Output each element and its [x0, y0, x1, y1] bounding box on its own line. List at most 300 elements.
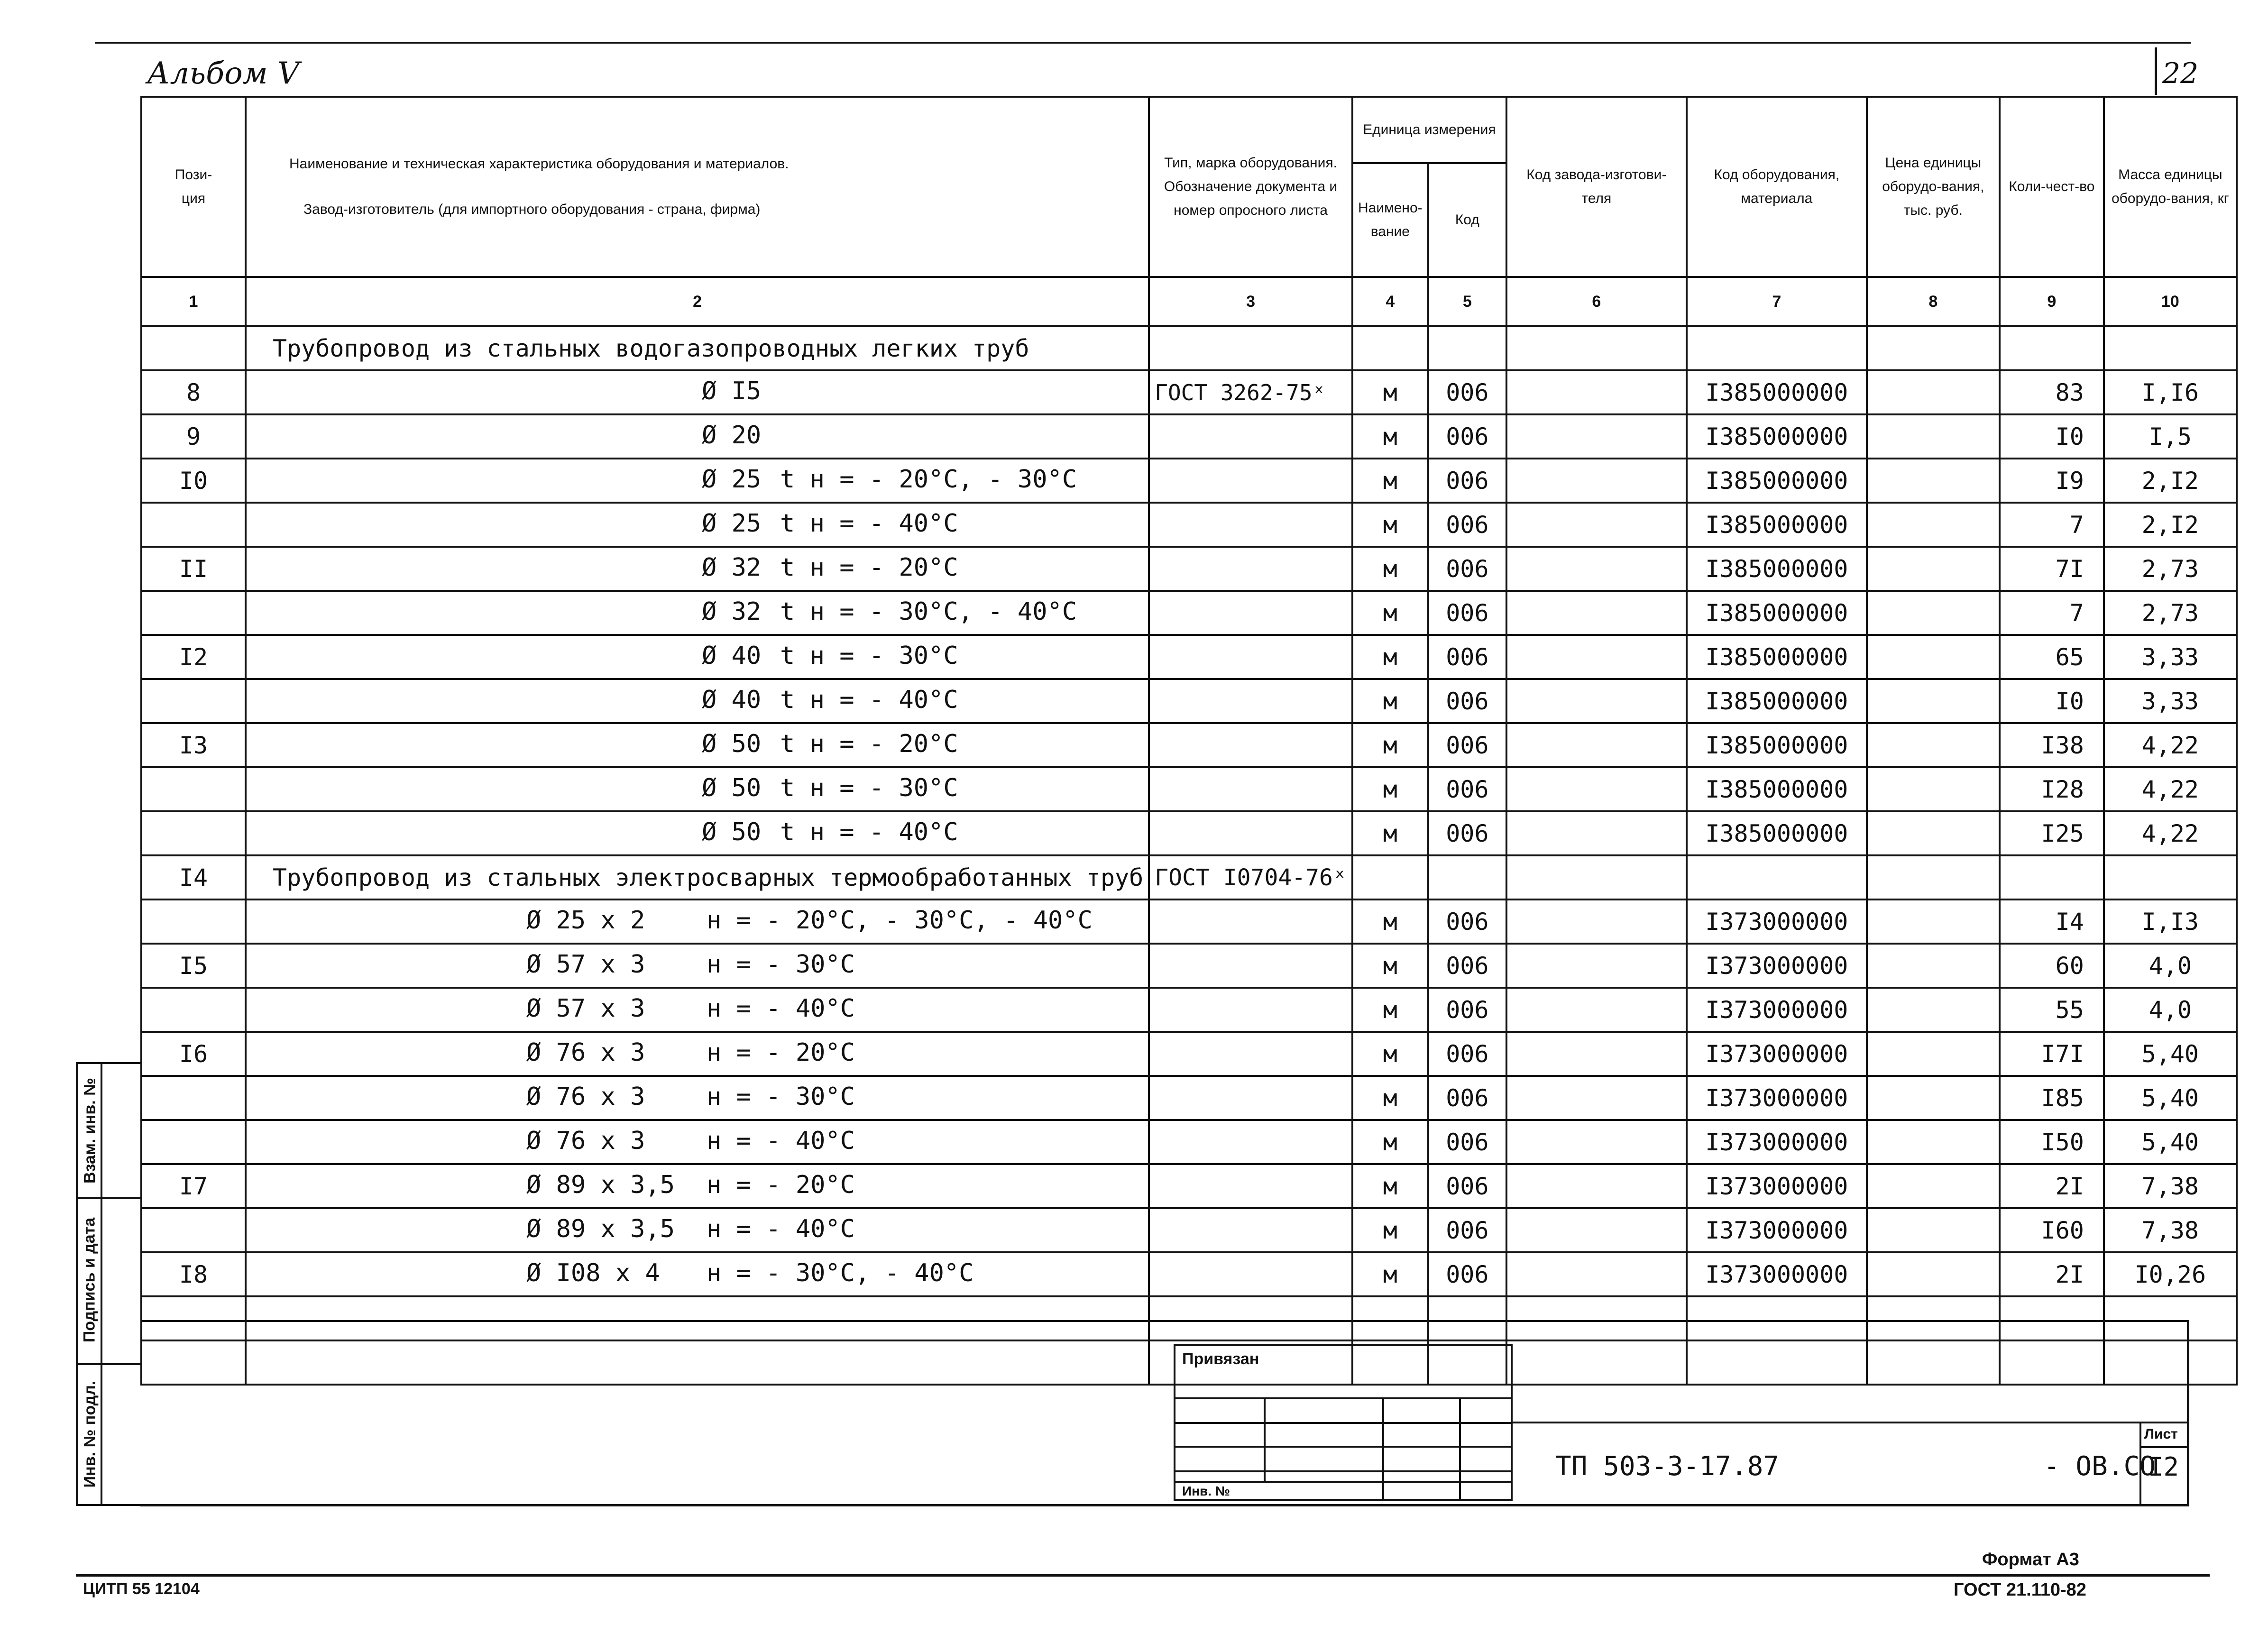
empty-cell	[2000, 326, 2104, 370]
factory-code-cell	[1506, 1032, 1687, 1076]
description-cell	[246, 767, 1149, 811]
position-cell: I6	[141, 1032, 246, 1076]
factory-code-cell	[1506, 1076, 1687, 1120]
temperature-text: н = - 20°C, - 30°C, - 40°C	[707, 906, 1093, 935]
position-cell	[141, 503, 246, 547]
temperature-text: t н = - 20°C	[780, 730, 958, 758]
colnum: 6	[1506, 277, 1687, 326]
unit-cell: м	[1352, 988, 1428, 1032]
diameter-text: Ø 76 x 3	[526, 1083, 645, 1111]
footer-left: ЦИТП 55 12104	[83, 1580, 200, 1598]
description-cell	[246, 944, 1149, 988]
temperature-text: н = - 40°C	[707, 1127, 855, 1155]
table-row	[141, 1076, 2237, 1120]
price-cell	[1867, 503, 2000, 547]
doc-cell	[1149, 635, 1352, 679]
unit-code-cell: 006	[1428, 547, 1506, 591]
description-cell	[246, 988, 1149, 1032]
doc-cell	[1149, 547, 1352, 591]
price-cell	[1867, 1164, 2000, 1208]
empty-cell	[1687, 855, 1867, 899]
diameter-text: Ø 25	[702, 509, 762, 538]
colnum: 10	[2104, 277, 2237, 326]
quantity-cell: I9	[2000, 459, 2104, 503]
temperature-text: н = - 20°C	[707, 1038, 855, 1067]
mass-cell: 3,33	[2104, 679, 2237, 723]
material-code-cell: I373000000	[1687, 1252, 1867, 1296]
material-code-cell: I385000000	[1687, 591, 1867, 635]
diameter-text: Ø 50	[702, 774, 762, 802]
empty-cell	[1867, 855, 2000, 899]
factory-code-cell	[1506, 1120, 1687, 1164]
empty-cell	[1687, 326, 1867, 370]
doc-cell	[1149, 767, 1352, 811]
unit-code-cell: 006	[1428, 767, 1506, 811]
header-factory-code: Код завода-изготови-теля	[1506, 97, 1687, 277]
specification-table	[140, 96, 2238, 1386]
diameter-text: Ø I08 x 4	[526, 1259, 660, 1287]
factory-code-cell	[1506, 459, 1687, 503]
material-code-cell: I385000000	[1687, 811, 1867, 855]
temperature-text: н = - 40°C	[707, 994, 855, 1023]
position-cell: I3	[141, 723, 246, 767]
diameter-text: Ø 32	[702, 553, 762, 582]
table-row	[141, 988, 2237, 1032]
diameter-text: Ø 76 x 3	[526, 1127, 645, 1155]
doc-cell: ГОСТ 3262-75ˣ	[1149, 370, 1352, 414]
temperature-text: н = - 30°C	[707, 1083, 855, 1111]
diameter-text: Ø 20	[702, 421, 762, 450]
quantity-cell: 7I	[2000, 547, 2104, 591]
material-code-cell: I373000000	[1687, 1164, 1867, 1208]
unit-cell: м	[1352, 723, 1428, 767]
empty-cell	[2104, 855, 2237, 899]
unit-code-cell: 006	[1428, 1252, 1506, 1296]
unit-code-cell: 006	[1428, 944, 1506, 988]
table-row	[141, 679, 2237, 723]
quantity-cell: 55	[2000, 988, 2104, 1032]
mass-cell: 4,22	[2104, 767, 2237, 811]
factory-code-cell	[1506, 1252, 1687, 1296]
quantity-cell: 7	[2000, 591, 2104, 635]
factory-code-cell	[1506, 767, 1687, 811]
price-cell	[1867, 1208, 2000, 1252]
unit-code-cell: 006	[1428, 459, 1506, 503]
colnum: 8	[1867, 277, 2000, 326]
doc-cell	[1149, 944, 1352, 988]
quantity-cell: 7	[2000, 503, 2104, 547]
footer-gost: ГОСТ 21.110-82	[1954, 1580, 2086, 1600]
quantity-cell: I85	[2000, 1076, 2104, 1120]
header-price: Цена единицы оборудо-вания, тыс. руб.	[1867, 97, 2000, 277]
description-cell	[246, 1076, 1149, 1120]
factory-code-cell	[1506, 547, 1687, 591]
unit-cell: м	[1352, 679, 1428, 723]
doc-cell	[1149, 899, 1352, 944]
empty-cell	[2104, 326, 2237, 370]
material-code-cell: I385000000	[1687, 459, 1867, 503]
position-cell	[141, 1208, 246, 1252]
material-code-cell: I385000000	[1687, 723, 1867, 767]
description-cell	[246, 547, 1149, 591]
table-row	[141, 1252, 2237, 1296]
temperature-text: н = - 20°C	[707, 1171, 855, 1199]
description-cell	[246, 1120, 1149, 1164]
inv-label: Инв. №	[1182, 1484, 1230, 1498]
unit-code-cell: 006	[1428, 1032, 1506, 1076]
header-material-code: Код оборудования, материала	[1687, 97, 1867, 277]
price-cell	[1867, 679, 2000, 723]
factory-code-cell	[1506, 988, 1687, 1032]
empty-cell	[2104, 1296, 2237, 1340]
temperature-text: t н = - 40°C	[780, 686, 958, 714]
price-cell	[1867, 811, 2000, 855]
temperature-text: н = - 40°C	[707, 1215, 855, 1243]
mass-cell: 5,40	[2104, 1076, 2237, 1120]
position-cell	[141, 811, 246, 855]
doc-cell	[1149, 1120, 1352, 1164]
temperature-text: t н = - 20°C	[780, 553, 958, 582]
quantity-cell: 2I	[2000, 1164, 2104, 1208]
colnum: 4	[1352, 277, 1428, 326]
unit-code-cell: 006	[1428, 899, 1506, 944]
description-cell	[246, 1252, 1149, 1296]
unit-code-cell: 006	[1428, 1208, 1506, 1252]
mass-cell: 4,0	[2104, 944, 2237, 988]
unit-code-cell: 006	[1428, 503, 1506, 547]
table-row	[141, 503, 2237, 547]
unit-cell: м	[1352, 547, 1428, 591]
diameter-text: Ø 40	[702, 686, 762, 714]
empty-cell	[246, 1340, 1149, 1385]
material-code-cell: I373000000	[1687, 1120, 1867, 1164]
doc-cell	[1149, 1208, 1352, 1252]
description-cell	[246, 414, 1149, 459]
price-cell	[1867, 723, 2000, 767]
material-code-cell: I385000000	[1687, 679, 1867, 723]
unit-cell: м	[1352, 370, 1428, 414]
empty-cell	[246, 1296, 1149, 1340]
quantity-cell: I50	[2000, 1120, 2104, 1164]
unit-code-cell: 006	[1428, 635, 1506, 679]
colnum: 1	[141, 277, 246, 326]
mass-cell: 5,40	[2104, 1032, 2237, 1076]
table-row	[141, 811, 2237, 855]
position-cell	[141, 899, 246, 944]
sheet-label: Лист	[2144, 1426, 2178, 1442]
empty-cell	[1428, 1296, 1506, 1340]
unit-cell: м	[1352, 503, 1428, 547]
material-code-cell: I373000000	[1687, 944, 1867, 988]
temperature-text: t н = - 30°C	[780, 642, 958, 670]
price-cell	[1867, 414, 2000, 459]
table-row	[141, 944, 2237, 988]
price-cell	[1867, 547, 2000, 591]
privyazan-label: Привязан	[1182, 1350, 1259, 1368]
price-cell	[1867, 1032, 2000, 1076]
position-cell: I0	[141, 459, 246, 503]
empty-row	[141, 1296, 2237, 1340]
doc-cell	[1149, 1032, 1352, 1076]
description-cell	[246, 459, 1149, 503]
header-quantity: Коли-чест-во	[2000, 97, 2104, 277]
doc-cell	[1149, 459, 1352, 503]
unit-code-cell: 006	[1428, 591, 1506, 635]
empty-cell	[1506, 1340, 1687, 1385]
empty-cell	[1428, 326, 1506, 370]
temperature-text: t н = - 40°C	[780, 509, 958, 538]
material-code-cell: I385000000	[1687, 370, 1867, 414]
table-row	[141, 547, 2237, 591]
table-row	[141, 635, 2237, 679]
unit-cell: м	[1352, 1120, 1428, 1164]
sheet-corner-number: 22	[2162, 57, 2199, 90]
material-code-cell: I373000000	[1687, 1076, 1867, 1120]
table-row	[141, 1120, 2237, 1164]
doc-cell	[1149, 723, 1352, 767]
quantity-cell: I28	[2000, 767, 2104, 811]
position-cell	[141, 1076, 246, 1120]
temperature-text: t н = - 40°C	[780, 818, 958, 846]
margin-signature-label: Подпись и дата	[80, 1217, 99, 1343]
quantity-cell: 83	[2000, 370, 2104, 414]
unit-code-cell: 006	[1428, 723, 1506, 767]
price-cell	[1867, 767, 2000, 811]
diameter-text: Ø 50	[702, 818, 762, 846]
description-cell	[246, 1032, 1149, 1076]
position-cell: 8	[141, 370, 246, 414]
table-row	[141, 414, 2237, 459]
quantity-cell: I25	[2000, 811, 2104, 855]
unit-code-cell: 006	[1428, 679, 1506, 723]
section-title: Трубопровод из стальных электросварных термообработанных труб	[246, 855, 1149, 899]
empty-cell	[141, 1296, 246, 1340]
empty-cell	[2000, 1340, 2104, 1385]
mass-cell: 5,40	[2104, 1120, 2237, 1164]
diameter-text: Ø 32	[702, 597, 762, 626]
doc-cell	[1149, 679, 1352, 723]
table-row	[141, 723, 2237, 767]
price-cell	[1867, 988, 2000, 1032]
description-cell	[246, 591, 1149, 635]
margin-replace-label: Взам. инв. №	[81, 1077, 99, 1184]
colnum: 3	[1149, 277, 1352, 326]
empty-cell	[1506, 326, 1687, 370]
mass-cell: 4,22	[2104, 723, 2237, 767]
doc-cell	[1149, 988, 1352, 1032]
position-cell: I4	[141, 855, 246, 899]
unit-cell: м	[1352, 767, 1428, 811]
diameter-text: Ø 57 x 3	[526, 994, 645, 1023]
colnum: 7	[1687, 277, 1867, 326]
price-cell	[1867, 1076, 2000, 1120]
doc-cell	[1149, 414, 1352, 459]
header-unit-code: Код	[1428, 163, 1506, 277]
unit-cell: м	[1352, 635, 1428, 679]
price-cell	[1867, 370, 2000, 414]
sheet-number: I2	[2148, 1452, 2179, 1482]
mass-cell: 2,I2	[2104, 503, 2237, 547]
unit-code-cell: 006	[1428, 811, 1506, 855]
position-cell: I7	[141, 1164, 246, 1208]
diameter-text: Ø 25	[702, 465, 762, 494]
quantity-cell: I0	[2000, 679, 2104, 723]
empty-cell	[2000, 855, 2104, 899]
quantity-cell: I0	[2000, 414, 2104, 459]
empty-cell	[1149, 1296, 1352, 1340]
description-cell	[246, 370, 1149, 414]
position-cell: I8	[141, 1252, 246, 1296]
unit-code-cell: 006	[1428, 370, 1506, 414]
album-label: Альбом V	[147, 56, 300, 91]
mass-cell: 7,38	[2104, 1164, 2237, 1208]
material-code-cell: I385000000	[1687, 635, 1867, 679]
empty-cell	[1867, 1296, 2000, 1340]
factory-code-cell	[1506, 1208, 1687, 1252]
quantity-cell: I60	[2000, 1208, 2104, 1252]
empty-cell	[1867, 326, 2000, 370]
unit-cell: м	[1352, 591, 1428, 635]
quantity-cell: I38	[2000, 723, 2104, 767]
colnum: 2	[246, 277, 1149, 326]
header-unit-group: Единица измерения	[1352, 97, 1506, 163]
position-cell	[141, 988, 246, 1032]
table-row	[141, 1032, 2237, 1076]
description-cell	[246, 503, 1149, 547]
position-cell	[141, 326, 246, 370]
factory-code-cell	[1506, 899, 1687, 944]
position-cell	[141, 591, 246, 635]
empty-cell	[1352, 326, 1428, 370]
doc-cell	[1149, 1076, 1352, 1120]
position-cell	[141, 767, 246, 811]
position-cell: II	[141, 547, 246, 591]
unit-cell: м	[1352, 1164, 1428, 1208]
price-cell	[1867, 944, 2000, 988]
position-cell: 9	[141, 414, 246, 459]
diameter-text: Ø I5	[702, 377, 762, 405]
empty-cell	[2000, 1296, 2104, 1340]
header-position: Пози- ция	[141, 97, 246, 277]
position-cell: I2	[141, 635, 246, 679]
diameter-text: Ø 25 x 2	[526, 906, 645, 935]
empty-cell	[1352, 1296, 1428, 1340]
factory-code-cell	[1506, 370, 1687, 414]
material-code-cell: I385000000	[1687, 414, 1867, 459]
table-row	[141, 1208, 2237, 1252]
position-cell	[141, 1120, 246, 1164]
mass-cell: 4,0	[2104, 988, 2237, 1032]
temperature-text: н = - 30°C, - 40°C	[707, 1259, 974, 1287]
factory-code-cell	[1506, 811, 1687, 855]
description-cell	[246, 635, 1149, 679]
factory-code-cell	[1506, 591, 1687, 635]
mass-cell: 2,I2	[2104, 459, 2237, 503]
table-row	[141, 459, 2237, 503]
document-suffix: - ОВ.СО	[2044, 1451, 2156, 1482]
header-name: Наименование и техническая характеристика оборудования и материалов. Завод-изготовитель (для импортного оборудования - страна, фирма)	[246, 97, 1149, 277]
price-cell	[1867, 899, 2000, 944]
doc-cell	[1149, 811, 1352, 855]
quantity-cell: 2I	[2000, 1252, 2104, 1296]
position-cell	[141, 679, 246, 723]
material-code-cell: I385000000	[1687, 503, 1867, 547]
empty-cell	[1352, 855, 1428, 899]
unit-code-cell: 006	[1428, 1076, 1506, 1120]
table-row	[141, 370, 2237, 414]
quantity-cell: I4	[2000, 899, 2104, 944]
factory-code-cell	[1506, 679, 1687, 723]
unit-cell: м	[1352, 811, 1428, 855]
mass-cell: 3,33	[2104, 635, 2237, 679]
material-code-cell: I373000000	[1687, 899, 1867, 944]
price-cell	[1867, 1120, 2000, 1164]
section-row	[141, 326, 2237, 370]
footer-format: Формат А3	[1982, 1550, 2079, 1569]
doc-cell	[1149, 326, 1352, 370]
unit-code-cell: 006	[1428, 414, 1506, 459]
diameter-text: Ø 89 x 3,5	[526, 1171, 675, 1199]
diameter-text: Ø 57 x 3	[526, 950, 645, 979]
description-cell	[246, 1208, 1149, 1252]
quantity-cell: 65	[2000, 635, 2104, 679]
material-code-cell: I373000000	[1687, 988, 1867, 1032]
material-code-cell: I385000000	[1687, 547, 1867, 591]
unit-code-cell: 006	[1428, 1164, 1506, 1208]
unit-cell: м	[1352, 1076, 1428, 1120]
unit-cell: м	[1352, 1252, 1428, 1296]
table-row	[141, 591, 2237, 635]
doc-cell	[1149, 1164, 1352, 1208]
price-cell	[1867, 1252, 2000, 1296]
factory-code-cell	[1506, 635, 1687, 679]
table-row	[141, 899, 2237, 944]
factory-code-cell	[1506, 723, 1687, 767]
description-cell	[246, 811, 1149, 855]
price-cell	[1867, 459, 2000, 503]
doc-cell	[1149, 591, 1352, 635]
empty-cell	[1428, 855, 1506, 899]
quantity-cell: I7I	[2000, 1032, 2104, 1076]
unit-code-cell: 006	[1428, 1120, 1506, 1164]
empty-cell	[1506, 1296, 1687, 1340]
mass-cell: 2,73	[2104, 591, 2237, 635]
empty-cell	[1867, 1340, 2000, 1385]
table-row	[141, 767, 2237, 811]
material-code-cell: I373000000	[1687, 1032, 1867, 1076]
unit-cell: м	[1352, 944, 1428, 988]
unit-cell: м	[1352, 459, 1428, 503]
empty-cell	[1687, 1296, 1867, 1340]
diameter-text: Ø 50	[702, 730, 762, 758]
factory-code-cell	[1506, 503, 1687, 547]
empty-cell	[1687, 1340, 1867, 1385]
mass-cell: 7,38	[2104, 1208, 2237, 1252]
document-code: ТП 503-3-17.87	[1555, 1451, 1780, 1482]
section-row	[141, 855, 2237, 899]
price-cell	[1867, 591, 2000, 635]
factory-code-cell	[1506, 1164, 1687, 1208]
factory-code-cell	[1506, 414, 1687, 459]
unit-cell: м	[1352, 1208, 1428, 1252]
description-cell	[246, 679, 1149, 723]
mass-cell: I,5	[2104, 414, 2237, 459]
unit-cell: м	[1352, 1032, 1428, 1076]
section-title: Трубопровод из стальных водогазопроводных легких труб	[246, 326, 1149, 370]
diameter-text: Ø 40	[702, 642, 762, 670]
mass-cell: 2,73	[2104, 547, 2237, 591]
privyazan-stamp	[1174, 1344, 1513, 1501]
